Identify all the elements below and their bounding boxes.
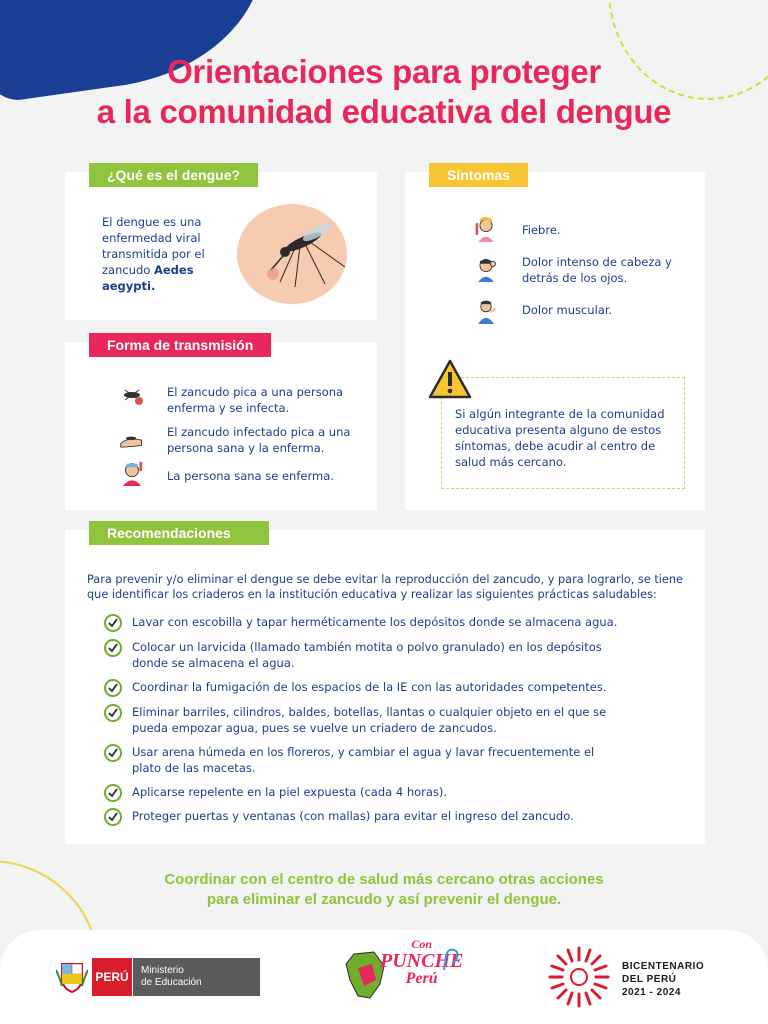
que-es-text: El dengue es una enfermedad viral transmitida por el zancudo Aedes aegypti.: [102, 215, 205, 293]
sintoma-item-3: Dolor muscular.: [522, 303, 613, 317]
sick-person-icon: [119, 460, 145, 486]
sintoma-item-2: Dolor intenso de cabeza y detrás de los ojos.: [522, 255, 672, 285]
mosquito-bite-icon: [119, 382, 145, 408]
check-icon: [104, 639, 122, 657]
check-icon: [104, 744, 122, 762]
check-icon: [104, 808, 122, 826]
check-icon: [104, 784, 122, 802]
recomendacion-item: Aplicarse repelente en la piel expuesta (cada 4 horas).: [104, 784, 624, 802]
arm-bite-icon: [119, 428, 145, 454]
warning-icon: [427, 358, 473, 400]
sintoma-item-1: Fiebre.: [522, 223, 561, 237]
headache-person-icon: [473, 256, 499, 282]
transmision-item-1: El zancudo pica a una persona enferma y se infecta.: [167, 385, 344, 415]
recomendaciones-intro: Para prevenir y/o eliminar el dengue se debe evitar la reproducción del zancudo, y para lograrlo, se tiene que identificar los criaderos en la institución educativa y realizar las siguientes prácticas saludables:: [87, 573, 683, 601]
check-icon: [104, 679, 122, 697]
bottom-message: Coordinar con el centro de salud más cercano otras acciones para eliminar el zancudo y así prevenir el dengue.: [164, 871, 604, 908]
bicentenario-emblem-icon: [546, 944, 612, 1010]
mosquito-icon: [255, 212, 355, 292]
recomendacion-item: Eliminar barriles, cilindros, baldes, botellas, llantas o cualquier objeto en el que se pueda empozar agua, pues se vuelve un criadero de zancudos.: [104, 704, 624, 736]
recomendacion-item: Usar arena húmeda en los floreros, y cambiar el agua y lavar frecuentemente el plato de las macetas.: [104, 744, 624, 776]
check-icon: [104, 614, 122, 632]
que-es-card: [65, 167, 377, 320]
sintomas-card: [405, 167, 705, 510]
transmision-tag: Forma de transmisión: [89, 333, 271, 357]
transmision-item-2: El zancudo infectado pica a una persona sana y la enferma.: [167, 425, 351, 455]
sintomas-tag: Síntomas: [429, 163, 528, 187]
check-icon: [104, 704, 122, 722]
muscle-pain-person-icon: [473, 298, 499, 324]
con-punche-peru-logo: Con PUNCHE Perú: [380, 937, 464, 987]
recomendacion-item: Lavar con escobilla y tapar herméticamente los depósitos donde se almacena agua.: [104, 614, 624, 632]
page-title: Orientaciones para proteger a la comunidad educativa del dengue: [96, 53, 672, 130]
recomendaciones-tag: Recomendaciones: [89, 521, 269, 545]
recomendacion-item: Coordinar la fumigación de los espacios de la IE con las autoridades competentes.: [104, 679, 624, 697]
footer: [0, 930, 768, 1024]
transmision-card: [65, 337, 377, 510]
bicentenario-logo: BICENTENARIO DEL PERÚ 2021 - 2024: [622, 961, 705, 998]
recomendacion-item: Colocar un larvicida (llamado también motita o polvo granulado) en los depósitos donde se almacena el agua.: [104, 639, 624, 671]
que-es-tag: ¿Qué es el dengue?: [89, 163, 258, 187]
warning-text: Si algún integrante de la comunidad educativa presenta alguno de estos síntomas, debe acudir al centro de salud más cercano.: [455, 407, 665, 469]
recomendacion-item: Proteger puertas y ventanas (con mallas) para evitar el ingreso del zancudo.: [104, 808, 624, 826]
ministerio-logo: Ministerio de Educación: [132, 958, 260, 996]
peru-coat-of-arms-icon: [56, 960, 88, 994]
transmision-item-3: La persona sana se enferma.: [167, 469, 334, 483]
thermometer-person-icon: [473, 216, 499, 242]
flexed-arm-icon: [440, 944, 462, 974]
peru-logo: PERÚ: [92, 958, 132, 996]
